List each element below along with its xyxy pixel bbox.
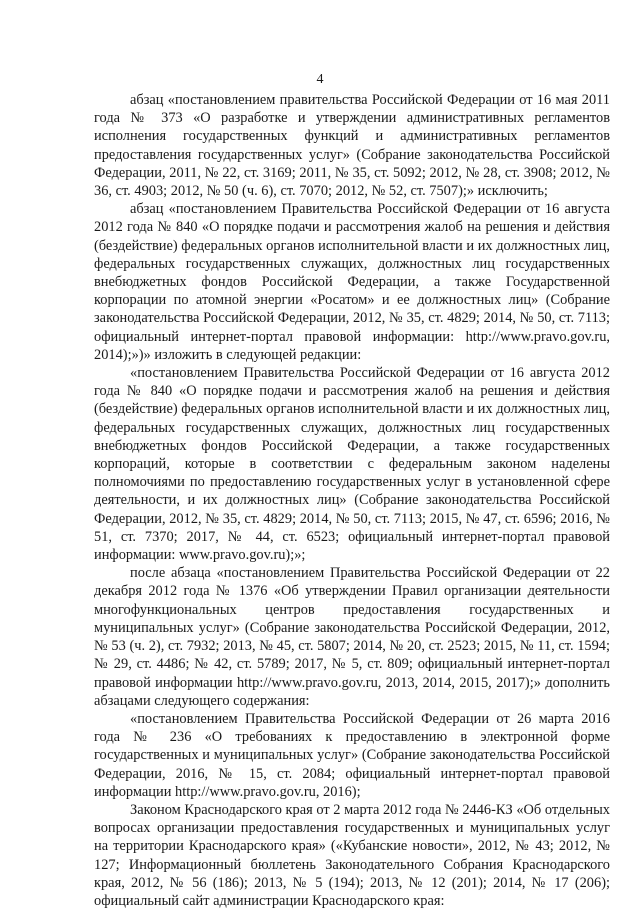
paragraph-6: Законом Краснодарского края от 2 марта 2012 года № 2446-КЗ «Об отдельных вопросах организации предоставления государственных и муниципальных услуг на территории Краснодарского края» («Кубанские новости», 2012, № 43; 2012, № 127; Информационный бюллетень Законодательного Собрания Краснодарского края, 2012, № 56 (186); 2013, № 5 (194); 2013, № 12 (201); 2014, № 17 (206); официальный сайт администрации Краснодарского края: — [94, 801, 610, 909]
page-number: 4 — [316, 72, 324, 87]
paragraph-4: после абзаца «постановлением Правительства Российской Федерации от 22 декабря 2012 года № 1376 «Об утверждении Правил организации деятельности многофункциональных центров предоставления государственных и муниципальных услуг» (Собрание законодательства Российской Федерации, 2012, № 53 (ч. 2), ст. 7932; 2013, № 45, ст. 5807; 2014, № 20, ст. 2523; 2015, № 11, ст. 1594; № 29, ст. 4486; № 42, ст. 5789; 2017, № 5, ст. 809; официальный интернет-портал правовой информации http://www.pravo.gov.ru, 2013, 2014, 2015, 2017);» дополнить абзацами следующего содержания: — [94, 565, 610, 709]
paragraph-3: «постановлением Правительства Российской Федерации от 16 августа 2012 года № 840 «О порядке подачи и рассмотрения жалоб на решения и действия (бездействие) федеральных органов исполнительной власти и их должностных лиц, федеральных государственных служащих, должностных лиц государственных внебюджетных фондов Российской Федерации, а также государственных корпораций, которые в соответствии с федеральным законом наделены полномочиями по предоставлению государственных услуг в установленной сфере деятельности, и их должностных лиц» (Собрание законодательства Российской Федерации, 2012, № 35, ст. 4829; 2014, № 50, ст. 7113; 2015, № 47, ст. 6596; 2016, № 51, ст. 7370; 2017, № 44, ст. 6523; официальный интернет-портал правовой информации: www.pravo.gov.ru);»; — [94, 365, 610, 564]
paragraph-5: «постановлением Правительства Российской Федерации от 26 марта 2016 года № 236 «О требованиях к предоставлению в электронной форме государственных и муниципальных услуг» (Собрание законодательства Российской Федерации, 2016, № 15, ст. 2084; официальный интернет-портал правовой информации http://www.pravo.gov.ru, 2016); — [94, 710, 610, 800]
paragraph-1: абзац «постановлением правительства Российской Федерации от 16 мая 2011 года № 373 «О разработке и утверждении административных регламентов исполнения государственных функций и административных регламентов предоставления государственных услуг» (Собрание законодательства Российской Федерации, 2011, № 22, ст. 3169; 2011, № 35, ст. 5092; 2012, № 28, ст. 3908; 2012, № 36, ст. 4903; 2012, № 50 (ч. 6), ст. 7070; 2012, № 52, ст. 7507);» исключить; — [94, 92, 610, 200]
document-body — [94, 91, 610, 910]
paragraph-2: абзац «постановлением Правительства Российской Федерации от 16 августа 2012 года № 840 «О порядке подачи и рассмотрения жалоб на решения и действия (бездействие) федеральных органов исполнительной власти и их должностных лиц, федеральных государственных служащих, должностных лиц государственных внебюджетных фондов Российской Федерации, а также Государственной корпорации по атомной энергии «Росатом» и ее должностных лиц» (Собрание законодательства Российской Федерации, 2012, № 35, ст. 4829; 2014, № 50, ст. 7113; официальный интернет-портал правовой информации: http://www.pravo.gov.ru, 2014);»)» изложить в следующей редакции: — [94, 201, 610, 363]
